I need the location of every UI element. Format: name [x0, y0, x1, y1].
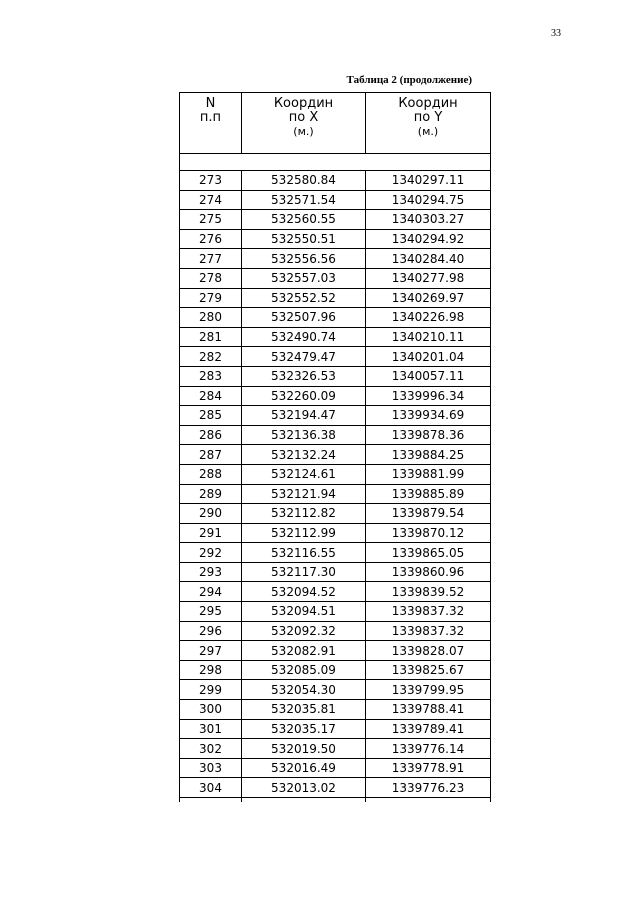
cell-coord-y: 1340284.40: [366, 249, 491, 269]
cell-number: 289: [180, 484, 242, 504]
cell-coord-y: 1339788.41: [366, 700, 491, 720]
table-header: [180, 93, 491, 154]
cell-coord-x: 532082.91: [242, 641, 366, 661]
cell-coord-y: 1339837.32: [366, 621, 491, 641]
cell-coord-x: 532571.54: [242, 190, 366, 210]
cell-coord-x: 532124.61: [242, 464, 366, 484]
header-coord-y: Координ по Y (м.): [366, 93, 491, 154]
table-row: [180, 386, 491, 406]
cell-coord-x: 532117.30: [242, 562, 366, 582]
cell-coord-y: 1339878.36: [366, 425, 491, 445]
cell-number: 275: [180, 210, 242, 230]
cell-coord-x: 532016.49: [242, 758, 366, 778]
cell-coord-x: 532035.81: [242, 700, 366, 720]
cell-coord-y: 1339865.05: [366, 543, 491, 563]
table-row: [180, 347, 491, 367]
cell-coord-y: 1340294.75: [366, 190, 491, 210]
cell-coord-x: 532092.32: [242, 621, 366, 641]
cell-coord-x: 532136.38: [242, 425, 366, 445]
cell-number: 299: [180, 680, 242, 700]
table-row: [180, 229, 491, 249]
cell-coord-y: 1340297.11: [366, 171, 491, 191]
cell-number: 285: [180, 406, 242, 426]
cell-coord-y: 1339776.23: [366, 778, 491, 798]
cell-coord-x: 532552.52: [242, 288, 366, 308]
cell-number: 281: [180, 327, 242, 347]
cell-coord-y: 1340201.04: [366, 347, 491, 367]
cell-coord-y: 1339884.25: [366, 445, 491, 465]
cell-coord-x: 532260.09: [242, 386, 366, 406]
table-row: [180, 543, 491, 563]
table-row: [180, 425, 491, 445]
table-row: [180, 660, 491, 680]
table-row: [180, 504, 491, 524]
cell-coord-x: 532013.02: [242, 778, 366, 798]
cell-number: 301: [180, 719, 242, 739]
cell-number: 300: [180, 700, 242, 720]
cell-number: 291: [180, 523, 242, 543]
header-number: N п.п: [180, 93, 242, 154]
table-row: [180, 484, 491, 504]
cell-number: 288: [180, 464, 242, 484]
cell-number: 284: [180, 386, 242, 406]
cell-coord-y: 1339799.95: [366, 680, 491, 700]
cell-coord-x: 532479.47: [242, 347, 366, 367]
cell-number: 279: [180, 288, 242, 308]
cell-number: 293: [180, 562, 242, 582]
cell-coord-y: 1339837.32: [366, 602, 491, 622]
table-caption: Таблица 2 (продолжение): [346, 74, 472, 86]
table-row: [180, 758, 491, 778]
coordinates-table: [179, 92, 491, 802]
cell-coord-y: 1339996.34: [366, 386, 491, 406]
cell-coord-y: 1339879.54: [366, 504, 491, 524]
cell-coord-x: 532326.53: [242, 366, 366, 386]
table-row: [180, 366, 491, 386]
cell-number: 290: [180, 504, 242, 524]
cell-coord-x: 532112.82: [242, 504, 366, 524]
table-row: [180, 719, 491, 739]
table-row: [180, 464, 491, 484]
cell-number: 274: [180, 190, 242, 210]
table-row: [180, 602, 491, 622]
cell-coord-x: 532490.74: [242, 327, 366, 347]
cell-coord-x: 532194.47: [242, 406, 366, 426]
cell-number: 294: [180, 582, 242, 602]
cell-number: 280: [180, 308, 242, 328]
trailing-cell: [180, 798, 242, 803]
cell-coord-y: 1340226.98: [366, 308, 491, 328]
cell-number: 282: [180, 347, 242, 367]
cell-coord-x: 532116.55: [242, 543, 366, 563]
cell-number: 276: [180, 229, 242, 249]
table-row: [180, 700, 491, 720]
cell-coord-x: 532121.94: [242, 484, 366, 504]
cell-coord-y: 1339828.07: [366, 641, 491, 661]
table-spacer-row: [180, 154, 491, 171]
cell-coord-y: 1339860.96: [366, 562, 491, 582]
table-row: [180, 778, 491, 798]
table-row: [180, 641, 491, 661]
cell-coord-y: 1339885.89: [366, 484, 491, 504]
cell-coord-x: 532035.17: [242, 719, 366, 739]
cell-coord-y: 1339776.14: [366, 739, 491, 759]
cell-coord-x: 532556.56: [242, 249, 366, 269]
cell-coord-x: 532094.51: [242, 602, 366, 622]
cell-coord-y: 1340210.11: [366, 327, 491, 347]
table-row: [180, 445, 491, 465]
cell-number: 302: [180, 739, 242, 759]
table-trailing-row: [180, 798, 491, 803]
cell-number: 304: [180, 778, 242, 798]
cell-coord-y: 1339881.99: [366, 464, 491, 484]
table-row: [180, 406, 491, 426]
spacer-cell: [180, 154, 491, 171]
trailing-cell: [242, 798, 366, 803]
cell-number: 292: [180, 543, 242, 563]
cell-number: 286: [180, 425, 242, 445]
cell-coord-x: 532557.03: [242, 268, 366, 288]
cell-coord-x: 532580.84: [242, 171, 366, 191]
table-row: [180, 171, 491, 191]
cell-coord-y: 1339789.41: [366, 719, 491, 739]
cell-coord-y: 1340277.98: [366, 268, 491, 288]
table-row: [180, 739, 491, 759]
cell-coord-y: 1339825.67: [366, 660, 491, 680]
cell-coord-x: 532132.24: [242, 445, 366, 465]
cell-coord-x: 532550.51: [242, 229, 366, 249]
cell-number: 297: [180, 641, 242, 661]
table-row: [180, 562, 491, 582]
cell-coord-x: 532507.96: [242, 308, 366, 328]
cell-coord-x: 532112.99: [242, 523, 366, 543]
cell-coord-y: 1340294.92: [366, 229, 491, 249]
table-row: [180, 523, 491, 543]
cell-number: 298: [180, 660, 242, 680]
cell-coord-x: 532054.30: [242, 680, 366, 700]
cell-coord-y: 1339934.69: [366, 406, 491, 426]
table-body: [180, 154, 491, 803]
cell-coord-y: 1339870.12: [366, 523, 491, 543]
cell-number: 296: [180, 621, 242, 641]
cell-number: 303: [180, 758, 242, 778]
cell-number: 287: [180, 445, 242, 465]
cell-coord-x: 532560.55: [242, 210, 366, 230]
table-row: [180, 680, 491, 700]
cell-coord-y: 1340057.11: [366, 366, 491, 386]
table-row: [180, 249, 491, 269]
table-row: [180, 190, 491, 210]
trailing-cell: [366, 798, 491, 803]
cell-number: 278: [180, 268, 242, 288]
cell-coord-x: 532094.52: [242, 582, 366, 602]
cell-number: 283: [180, 366, 242, 386]
table-row: [180, 327, 491, 347]
table-row: [180, 210, 491, 230]
table-row: [180, 288, 491, 308]
cell-coord-y: 1339778.91: [366, 758, 491, 778]
page-number: 33: [551, 28, 561, 39]
header-coord-x: Координ по X (м.): [242, 93, 366, 154]
cell-number: 277: [180, 249, 242, 269]
cell-coord-x: 532019.50: [242, 739, 366, 759]
table-row: [180, 582, 491, 602]
cell-coord-y: 1339839.52: [366, 582, 491, 602]
cell-coord-y: 1340303.27: [366, 210, 491, 230]
table-row: [180, 308, 491, 328]
table-row: [180, 268, 491, 288]
cell-coord-x: 532085.09: [242, 660, 366, 680]
cell-number: 295: [180, 602, 242, 622]
cell-number: 273: [180, 171, 242, 191]
cell-coord-y: 1340269.97: [366, 288, 491, 308]
table-row: [180, 621, 491, 641]
